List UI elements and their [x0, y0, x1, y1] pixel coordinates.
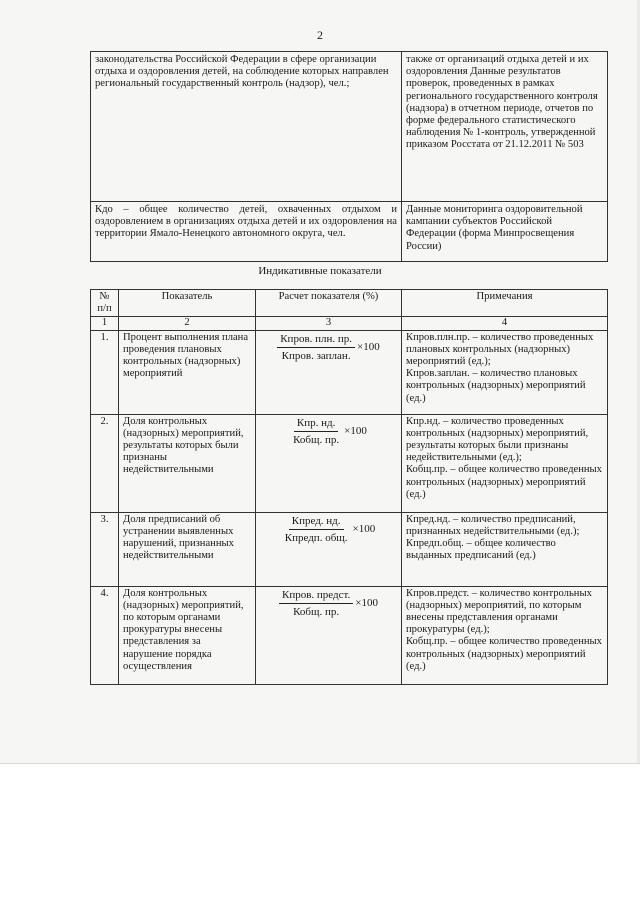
- formula-cell: [256, 414, 402, 512]
- row-number: 1.: [91, 330, 119, 414]
- table-row: [91, 52, 608, 202]
- numerator: Кпров. предст.: [279, 589, 353, 604]
- denominator: Кобщ. пр.: [293, 605, 340, 618]
- multiplier: ×100: [357, 341, 380, 354]
- index-cell: 1: [91, 317, 119, 330]
- continuation-table: [90, 51, 608, 262]
- notes-cell: [402, 414, 608, 512]
- denominator: Кобщ. пр.: [293, 433, 340, 446]
- row-number: 2.: [91, 414, 119, 512]
- note-line: Кпров.заплан. – количество плановых контрольных (надзорных) мероприятий (ед.): [406, 368, 586, 404]
- table-cell: также от организаций отдыха детей и их оздоровления Данные результатов проверок, проведенных в рамках регионального государственного контроля (надзора) в отчетном периоде, отчетов по форме федерального статистического наблюдения № 1-контроль, утвержденной приказом Росстата от 21.12.2011 № 503: [402, 52, 608, 202]
- column-header: Показатель: [119, 290, 256, 317]
- formula-cell: [256, 330, 402, 414]
- table-row: [91, 414, 608, 512]
- note-line: Кобщ.пр. – общее количество проведенных контрольных (надзорных) мероприятий (ед.): [406, 464, 602, 500]
- numerator: Кпр. нд.: [294, 417, 338, 432]
- indicator-name: Процент выполнения плана проведения плановых контрольных (надзорных) мероприятий: [119, 330, 256, 414]
- note-line: Кпредп.общ. – общее количество выданных предписаний (ед.): [406, 538, 556, 562]
- index-cell: 3: [256, 317, 402, 330]
- section-caption: Индикативные показатели: [258, 265, 382, 277]
- formula-cell: [256, 512, 402, 586]
- note-line: Кобщ.пр. – общее количество проведенных контрольных (надзорных) мероприятий (ед.): [406, 636, 602, 672]
- header-row: [91, 290, 608, 317]
- indicator-name: Доля контрольных (надзорных) мероприятий, результаты которых были признаны недействительными: [119, 414, 256, 512]
- multiplier: ×100: [355, 597, 378, 610]
- note-line: Кпров.предст. – количество контрольных (надзорных) мероприятий, по которым внесены представления органами прокуратуры (ед.);: [406, 587, 592, 636]
- note-line: Кпред.нд. – количество предписаний, признанных недействительными (ед.);: [406, 513, 580, 537]
- fraction: [277, 333, 355, 362]
- row-number: 4.: [91, 586, 119, 684]
- table-row: [91, 330, 608, 414]
- notes-cell: [402, 586, 608, 684]
- formula: [260, 333, 397, 362]
- table-row: [91, 202, 608, 262]
- index-cell: 2: [119, 317, 256, 330]
- note-line: Кпров.плн.пр. – количество проведенных плановых контрольных (надзорных) мероприятий (ед.);: [406, 331, 594, 368]
- column-header: № п/п: [91, 290, 119, 317]
- table-cell: Данные мониторинга оздоровительной кампании субъектов Российской Федерации (форма Минпросвещения России): [402, 202, 608, 262]
- indicator-name: Доля предписаний об устранении выявленных нарушений, признанных недействительными: [119, 512, 256, 586]
- notes-cell: [402, 330, 608, 414]
- index-cell: 4: [402, 317, 608, 330]
- numerator: Кпред. нд.: [289, 515, 344, 530]
- column-header: Расчет показателя (%): [256, 290, 402, 317]
- multiplier: ×100: [344, 425, 367, 438]
- denominator: Кпредп. общ.: [284, 531, 348, 544]
- index-row: [91, 317, 608, 330]
- indicators-table: [90, 289, 608, 685]
- note-line: Кпр.нд. – количество проведенных контрольных (надзорных) мероприятий, результаты которых были признаны недействительными (ед.);: [406, 415, 589, 464]
- numerator: Кпров. плн. пр.: [277, 333, 355, 348]
- fraction: [279, 589, 353, 618]
- formula-cell: [256, 586, 402, 684]
- table-row: [91, 512, 608, 586]
- fraction: [290, 417, 342, 446]
- formula: [260, 589, 397, 618]
- page-number: 2: [317, 28, 323, 42]
- row-number: 3.: [91, 512, 119, 586]
- formula: [260, 417, 397, 446]
- indicator-name: Доля контрольных (надзорных) мероприятий, по которым органами прокуратуры внесены представления за нарушение порядка осуществления: [119, 586, 256, 684]
- formula: [260, 515, 397, 544]
- table-cell: Кдо – общее количество детей, охваченных отдыхом и оздоровлением в организациях отдыха детей и их оздоровления на территории Ямало-Ненецкого автономного округа, чел.: [91, 202, 402, 262]
- column-header: Примечания: [402, 290, 608, 317]
- multiplier: ×100: [352, 523, 376, 536]
- notes-cell: [402, 512, 608, 586]
- table-cell: законодательства Российской Федерации в сфере организации отдыха и оздоровления детей, на соблюдение которых направлен региональный государственный контроль (надзор), чел.;: [91, 52, 402, 202]
- denominator: Кпров. заплан.: [281, 349, 351, 362]
- fraction: [282, 515, 351, 544]
- table-row: [91, 586, 608, 684]
